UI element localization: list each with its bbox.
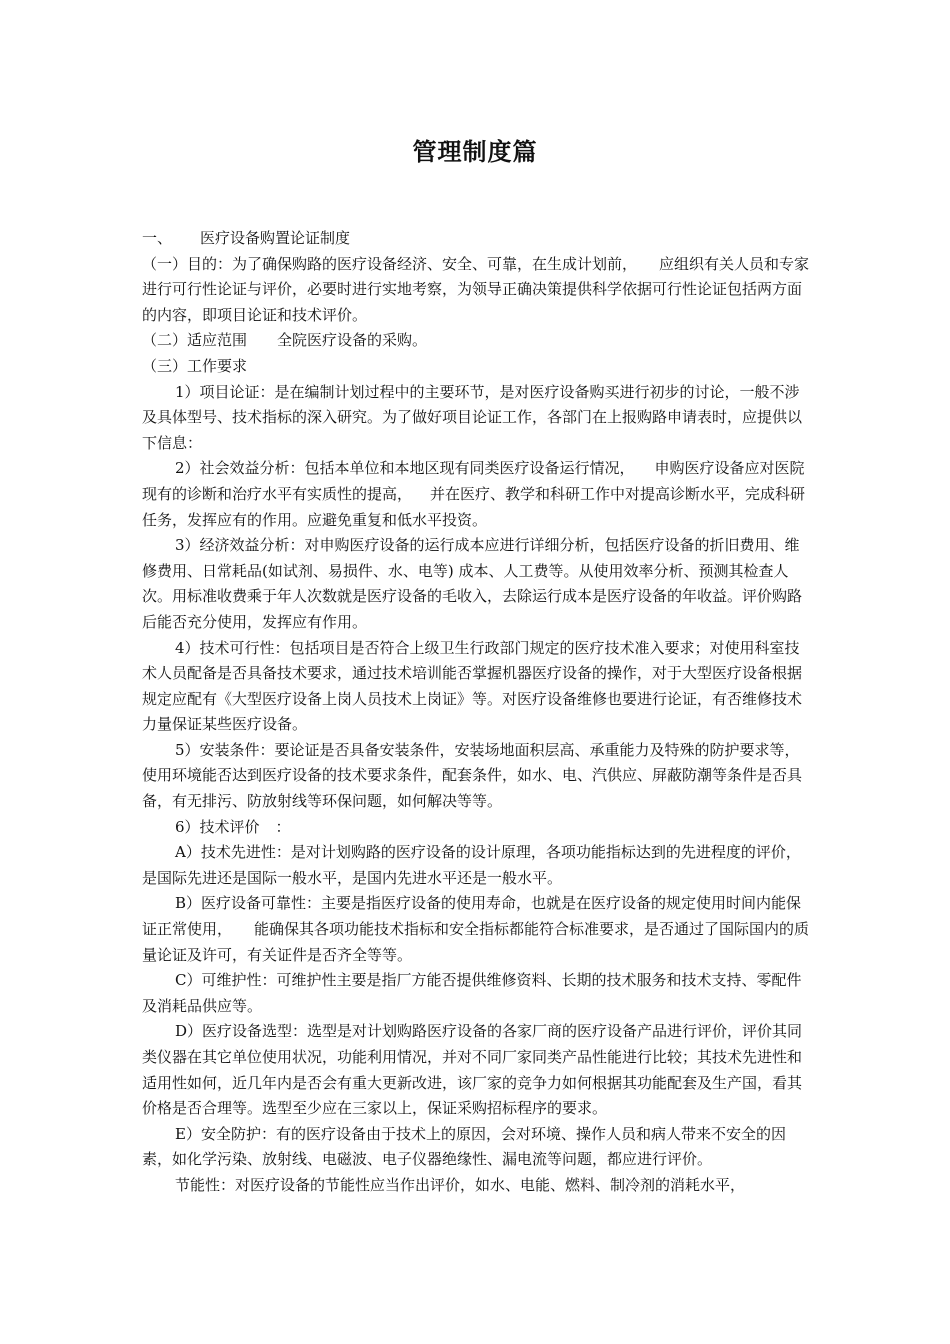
item-2	[142, 456, 812, 533]
item-d: D）医疗设备选型：选型是对计划购路医疗设备的各家厂商的医疗设备产品进行评价，评价其同类仪器在其它单位使用状况，功能利用情况，并对不同厂家同类产品性能进行比较；其技术先进性和适用性如何，近几年内是否会有重大更新改进，该厂家的竞争力如何根据其功能配套及生产国，看其价格是否合理等。选型至少应在三家以上，保证采购招标程序的要求。	[142, 1022, 803, 1118]
item-2-text-b: 申购医疗设备应对医院现有的诊断和治疗水平有实质性的提高，	[142, 459, 805, 503]
item-4: 4）技术可行性：包括项目是否符合上级卫生行政部门规定的医疗技术准入要求；对使用科室技术人员配备是否具备技术要求，通过技术培训能否掌握机器医疗设备的操作，对于大型医疗设备根据规定应配有《大型医疗设备上岗人员技术上岗证》等。对医疗设备维修也要进行论证，有否维修技术力量保证某些医疗设备。	[142, 638, 803, 734]
section-title: 医疗设备购置论证制度	[200, 229, 351, 247]
purpose-text-b: 应组织有关人员和专家进行可行性论证与评价，必要时进行实地考察，为领导正确决策提供科学依据可行性论证包括两方面的内容，即项目论证和技术评价。	[142, 254, 810, 324]
item-5: 5）安装条件：要论证是否具备安装条件，安装场地面积层高、承重能力及特殊的防护要求等，使用环境能否达到医疗设备的技术要求条件，配套条件，如水、电、汽供应、屏蔽防潮等条件是否具备，有无排污、防放射线等环保问题，如何解决等等。	[142, 740, 803, 811]
item-a: A）技术先进性：是对计划购路的医疗设备的设计原理，各项功能指标达到的先进程度的评价，是国际先进还是国际一般水平，是国内先进水平还是一般水平。	[142, 843, 801, 887]
paragraph-scope	[142, 328, 812, 354]
item-c: C）可维护性：可维护性主要是指厂方能否提供维修资料、长期的技术服务和技术支持、零配件及消耗品供应等。	[142, 971, 802, 1015]
item-2-text-c: 并在医疗、教学和科研工作中对提高诊断水平，完成科研任务，发挥应有的作用。应避免重复和低水平投资。	[142, 484, 806, 529]
item-b-text-a: B）医疗设备可靠性：主要是指医疗设备的使用寿命，也就是在医疗设备的规定使用时间内能保证正常使用，	[142, 894, 802, 939]
page-title: 管理制度篇	[412, 137, 538, 166]
section-heading	[142, 226, 812, 252]
document-body	[142, 226, 812, 1199]
item-6-colon: ：	[275, 817, 291, 836]
paragraph-requirements: （三）工作要求	[142, 356, 248, 375]
scope-label: （二）适应范围	[142, 331, 248, 350]
item-f: 节能性：对医疗设备的节能性应当作出评价，如水、电能、燃料、制冷剂的消耗水平，	[175, 1175, 746, 1194]
item-b-text-b: 能确保其各项功能技术指标和安全指标都能符合标准要求，是否通过了国际国内的质量论证及许可，有关证件是否齐全等等。	[142, 920, 810, 964]
item-6	[142, 815, 812, 841]
item-3: 3）经济效益分析：对申购医疗设备的运行成本应进行详细分析，包括医疗设备的折旧费用、维修费用、日常耗品(如试剂、易损件、水、电等) 成本、人工费等。从使用效率分析、预测其检查人次。用标准收费乘于年人次数就是医疗设备的毛收入，去除运行成本是医疗设备的年收益。评价购路后能否充分使用，发挥应有作用。	[142, 536, 803, 631]
item-2-text-a: 2）社会效益分析：包括本单位和本地区现有同类医疗设备运行情况，	[175, 459, 635, 478]
paragraph-purpose	[142, 252, 812, 329]
purpose-text-a: （一）目的：为了确保购路的医疗设备经济、安全、可靠，在生成计划前，	[142, 254, 638, 273]
item-1: 1）项目论证：是在编制计划过程中的主要环节，是对医疗设备购买进行初步的讨论，一般不涉及具体型号、技术指标的深入研究。为了做好项目论证工作，各部门在上报购路申请表时，应提供以下信息：	[142, 382, 803, 452]
item-b	[142, 891, 812, 968]
item-6-label: 6）技术评价	[175, 817, 260, 836]
scope-text: 全院医疗设备的采购。	[277, 331, 428, 350]
item-e: E）安全防护：有的医疗设备由于技术上的原因，会对环境、操作人员和病人带来不安全的因素，如化学污染、放射线、电磁波、电子仪器绝缘性、漏电流等问题，都应进行评价。	[142, 1124, 786, 1169]
section-number: 一、	[142, 229, 173, 247]
